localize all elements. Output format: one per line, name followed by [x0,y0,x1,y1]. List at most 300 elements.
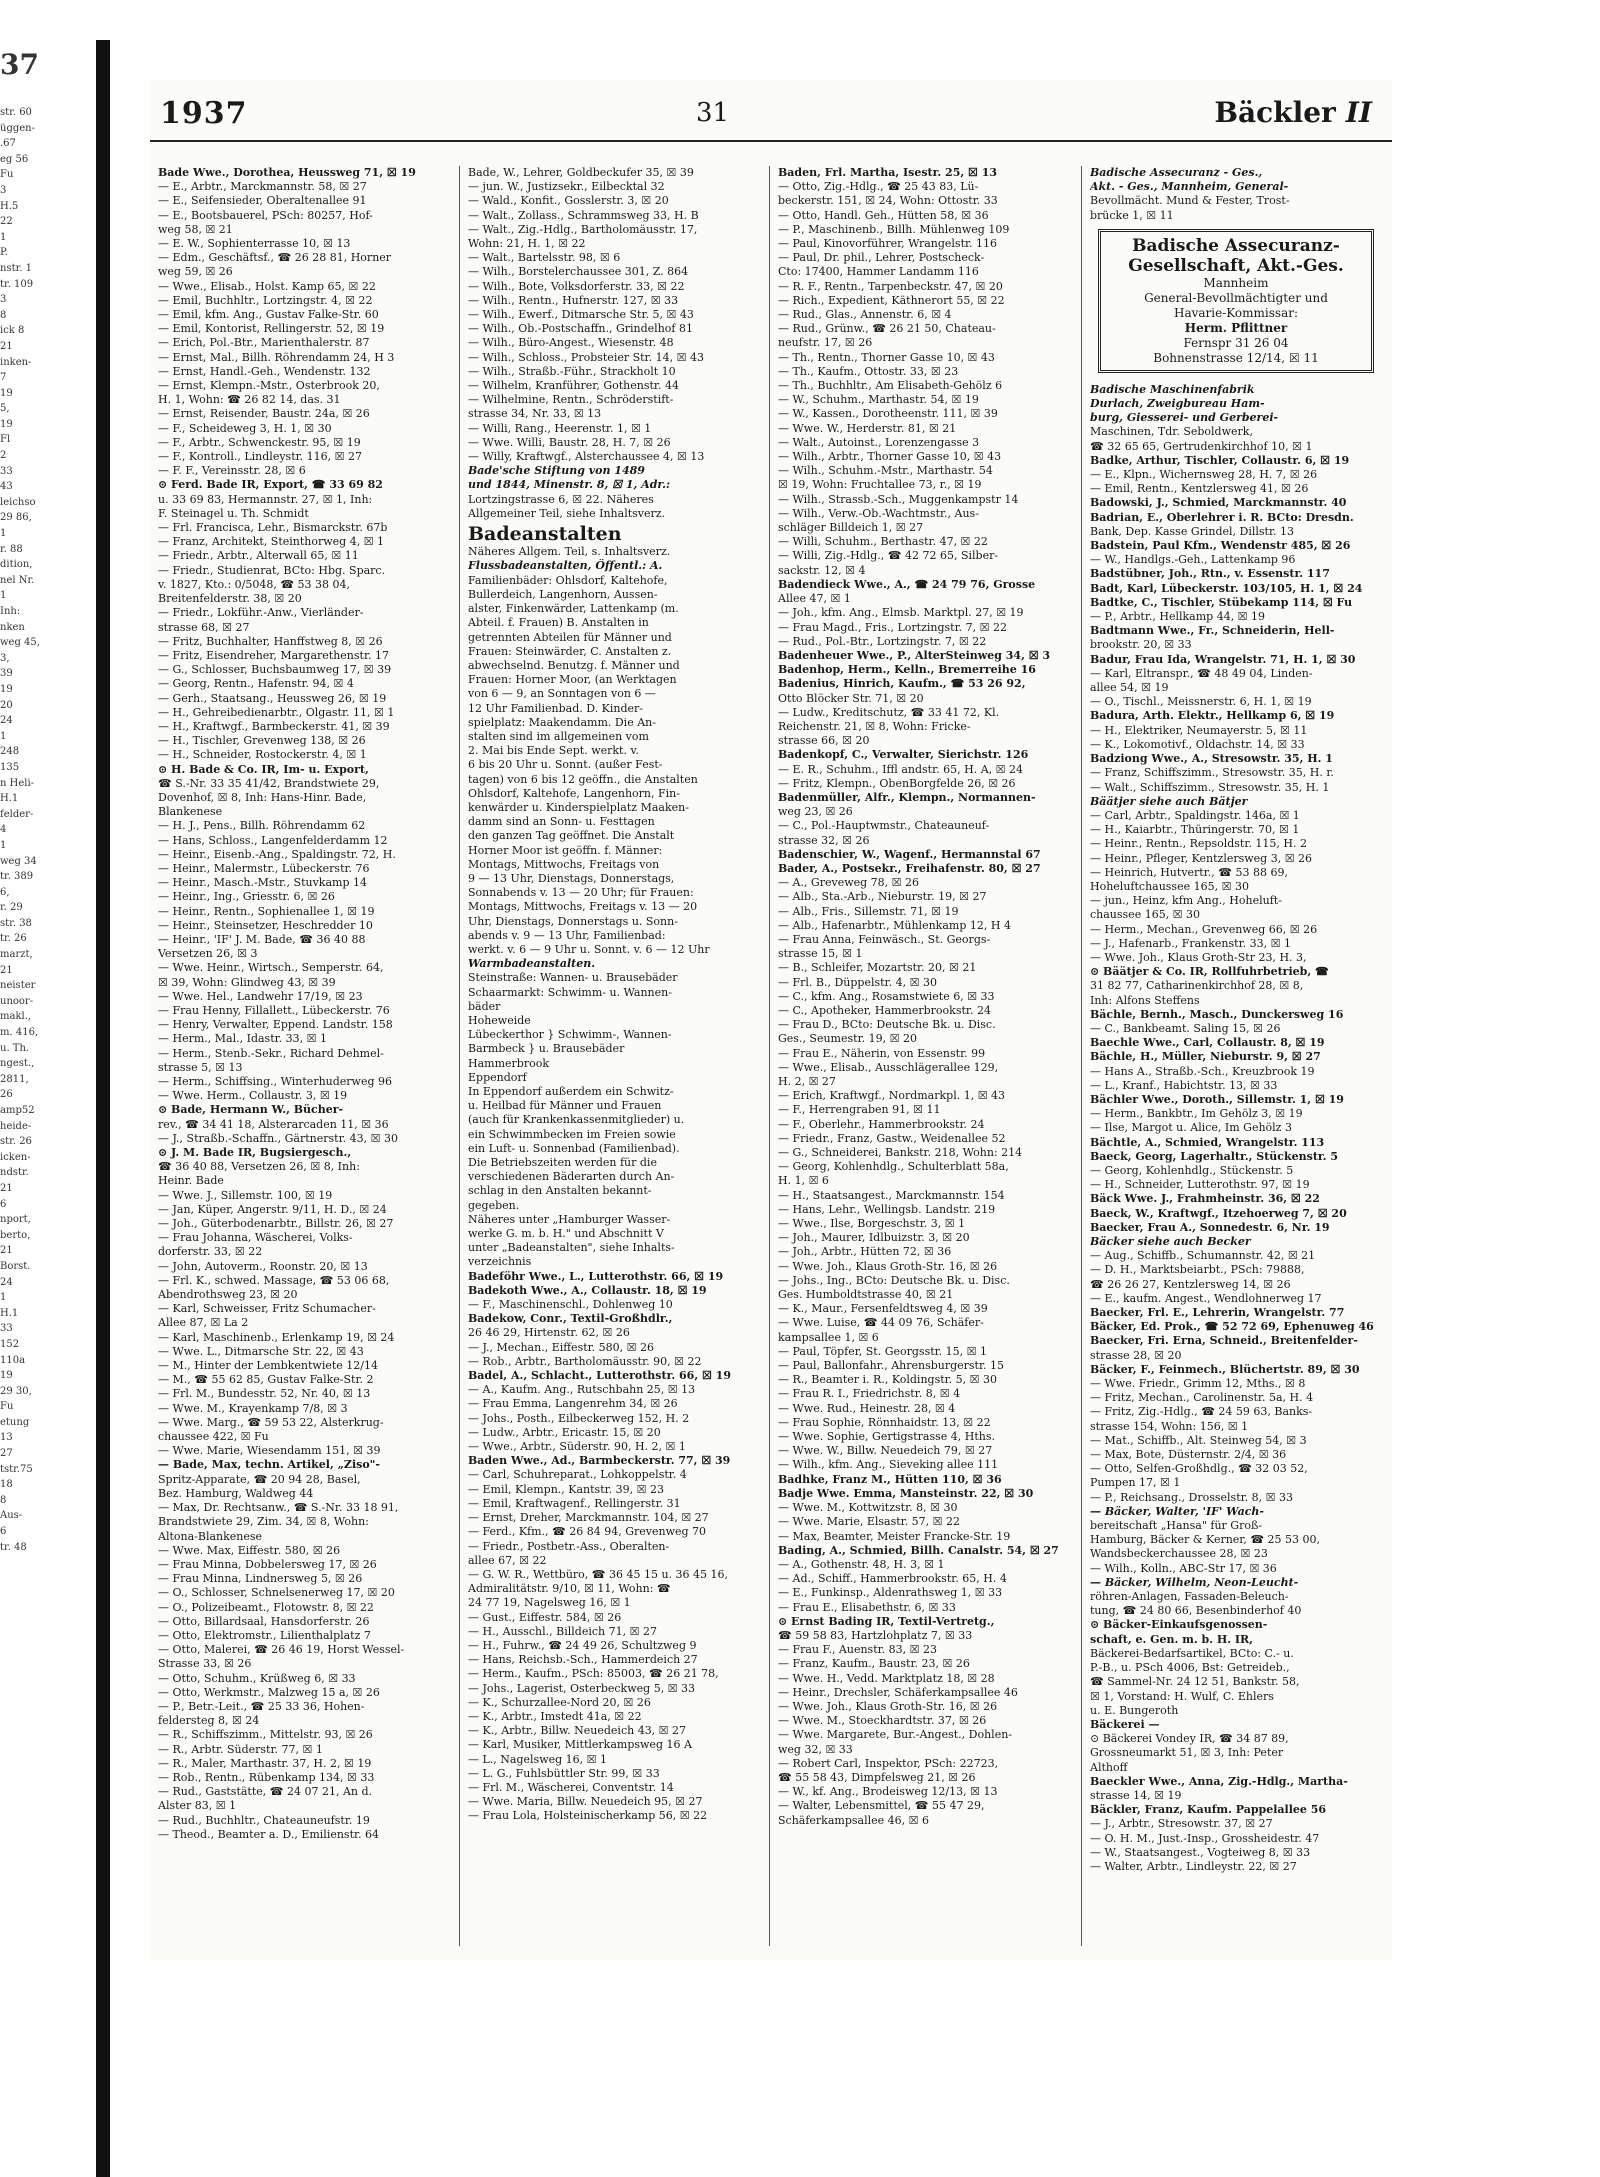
directory-entry: — Wwe. Marie, Elsastr. 57, ☒ 22 [778,1515,961,1529]
directory-entry: — John, Autoverm., Roonstr. 20, ☒ 13 [158,1259,368,1273]
directory-entry: — K., Arbtr., Imstedt 41a, ☒ 22 [468,1709,642,1723]
directory-entry: — L., Nagelsweg 16, ☒ 1 [468,1752,607,1766]
directory-entry: — Wilh., Kolln., ABC-Str 17, ☒ 36 [1090,1561,1277,1575]
previous-page-line: H.1 [0,793,19,805]
previous-page-line: neister [0,980,36,992]
directory-entry: — Ernst, Dreher, Marckmannstr. 104, ☒ 27 [468,1511,709,1525]
directory-entry: P.-B., u. PSch 4006, Bst: Getreideb., [1090,1661,1290,1675]
previous-page-line: 135 [0,761,20,773]
directory-entry: Brandstwiete 29, Zim. 34, ☒ 8, Wohn: [158,1515,369,1529]
directory-entry: — Paul, Dr. phil., Lehrer, Postscheck- [778,251,985,265]
directory-entry: — Friedr., Lokführ.-Anw., Vierländer- [158,606,364,620]
directory-entry: — J., Mechan., Eiffestr. 580, ☒ 26 [468,1340,655,1354]
book-gutter [96,40,110,2177]
directory-entry: neufstr. 17, ☒ 26 [778,336,873,350]
directory-entry: — Wwe. L., Ditmarsche Str. 22, ☒ 43 [158,1344,364,1358]
directory-entry: — Erich, Kraftwgf., Nordmarkpl. 1, ☒ 43 [778,1089,1006,1103]
directory-entry-head: Bäcker, Ed. Prok., ☎ 52 72 69, Ephenuweg 46 [1090,1320,1374,1334]
previous-page-line: ick 8 [0,325,25,337]
directory-entry: — Willi, Zig.-Hdlg., ☎ 42 72 65, Silber- [778,549,999,563]
directory-entry: ☎ Sammel-Nr. 24 12 51, Bankstr. 58, [1090,1675,1300,1689]
previous-page-line: 248 [0,746,20,758]
directory-entry: — Karl, Maschinenb., Erlenkamp 19, ☒ 24 [158,1330,395,1344]
directory-entry: — Georg, Kohlenhdlg., Schulterblatt 58a, [778,1160,1009,1174]
directory-entry-head: Bächler Wwe., Doroth., Sillemstr. 1, ☒ 19 [1090,1092,1344,1106]
directory-entry: (auch für Krankenkassenmitglieder) u. [468,1113,685,1127]
directory-entry-head: ⊙ J. M. Bade IR, Bugsiergesch., [158,1146,352,1160]
directory-entry: — W., Staatsangest., Vogteiweg 8, ☒ 33 [1090,1845,1311,1859]
directory-entry: — Wilh., kfm. Ang., Sieveking allee 111 [778,1458,999,1472]
directory-entry: — Wwe. Margarete, Bur.-Angest., Dohlen- [778,1728,1013,1742]
directory-entry: Bäckerei-Bedarfsartikel, BCto: C.- u. [1090,1646,1294,1660]
directory-entry: weg 23, ☒ 26 [778,805,853,819]
directory-entry: — Ludw., Arbtr., Ericastr. 15, ☒ 20 [468,1425,661,1439]
previous-page-line: unoor- [0,995,34,1007]
directory-entry: — Wilh., Straßb.-Führ., Strackholt 10 [468,364,676,378]
directory-entry: Bevollmächt. Mund & Fester, Trost- [1090,194,1290,208]
directory-entry: — Otto, Malerei, ☎ 26 46 19, Horst Wessel- [158,1643,405,1657]
directory-entry: — Willy, Kraftwgf., Alsterchaussee 4, ☒ 13 [468,450,705,464]
directory-entry: — Herm., Kaufm., PSch: 85003, ☎ 26 21 78, [468,1667,719,1681]
previous-page-line: str. 60 [0,107,32,118]
previous-page-line: 20 [0,699,13,711]
directory-entry: — Wilhelm, Kranführer, Gothenstr. 44 [468,379,679,393]
previous-page-line: 6 [0,1198,7,1210]
directory-entry: — F., Maschinenschl., Dohlenweg 10 [468,1298,673,1312]
directory-entry: — Hans, Schloss., Langenfelderdamm 12 [158,833,388,847]
column-2 [468,166,760,1956]
directory-entry: rev., ☎ 34 41 18, Alsterarcaden 11, ☒ 36 [158,1117,389,1131]
directory-entry: — Frl. M., Wäscherei, Conventstr. 14 [468,1780,674,1794]
directory-entry: — Otto, Zig.-Hdlg., ☎ 25 43 83, Lü- [778,180,979,194]
previous-page-line: .67 [0,138,16,150]
directory-entry: — Gerh., Staatsang., Heussweg 26, ☒ 19 [158,691,387,705]
directory-entry: — E., Seifensieder, Oberaltenallee 91 [158,194,367,208]
directory-entry: — Wilhelmine, Rentn., Schröderstift- [468,393,674,407]
directory-entry: — Wwe., Ilse, Borgeschstr. 3, ☒ 1 [778,1217,966,1231]
previous-page-line: tstr.75 [0,1463,33,1475]
previous-page-line: 2811, [0,1073,29,1085]
directory-entry: strasse 68, ☒ 27 [158,620,250,634]
previous-page-line: ngest., [0,1058,35,1070]
directory-entry: H. 1, Wohn: ☎ 26 82 14, das. 31 [158,393,341,407]
directory-entry: — L. G., Fuhlsbüttler Str. 99, ☒ 33 [468,1766,660,1780]
directory-entry-head: Baecker, Frau A., Sonnedestr. 6, Nr. 19 [1090,1220,1330,1234]
column-4 [1090,166,1382,1956]
directory-entry: — Rud., Grünw., ☎ 26 21 50, Chateau- [778,322,996,336]
directory-entry: — Frl. B., Düppelstr. 4, ☒ 30 [778,975,937,989]
directory-entry: — Carl, Schuhreparat., Lohkoppelstr. 4 [468,1468,687,1482]
directory-entry: — Ad., Schiff., Hammerbrookstr. 65, H. 4 [778,1572,1007,1586]
directory-entry: — Ernst, Klempn.-Mstr., Osterbrook 20, [158,379,380,393]
directory-entry: — K., Schurzallee-Nord 20, ☒ 26 [468,1695,651,1709]
directory-entry: — J., Hafenarb., Frankenstr. 33, ☒ 1 [1090,936,1291,950]
directory-entry-head: Badische Maschinenfabrik [1090,382,1255,396]
previous-page-line: 152 [0,1338,20,1350]
directory-entry: — Wwe. Sophie, Gertigstrasse 4, Hths. [778,1430,995,1444]
directory-entry: u. 33 69 83, Hermannstr. 27, ☒ 1, Inh: [158,492,373,506]
previous-page-line: 33 [0,1323,13,1335]
directory-entry: — Frau Magd., Fris., Lortzingstr. 7, ☒ 22 [778,620,1007,634]
directory-entry: brookstr. 20, ☒ 33 [1090,638,1192,652]
directory-entry: — Wilh., Schuhm.-Mstr., Marthastr. 54 [778,464,993,478]
previous-page-line: 1 [0,839,7,851]
previous-page-line: 19 [0,387,13,399]
directory-entry-head: — Bade, Max, techn. Artikel, „Ziso"- [158,1458,380,1472]
directory-entry-head: Badstübner, Joh., Rtn., v. Essenstr. 117 [1090,567,1330,581]
directory-entry: — Wwe. W., Herderstr. 81, ☒ 21 [778,421,957,435]
previous-page-line: 19 [0,683,13,695]
directory-entry: Versetzen 26, ☒ 3 [158,947,258,961]
previous-page-line: 1 [0,528,7,540]
previous-page-line: marzt, [0,949,33,961]
directory-entry: Montags, Mittwochs, Freitags von [468,857,660,871]
directory-entry-head: ⊙ Bade, Hermann W., Bücher- [158,1103,344,1117]
directory-entry-head: Badke, Arthur, Tischler, Collaustr. 6, ☒ 19 [1090,453,1350,467]
directory-entry: — K., Maur., Fersenfeldtsweg 4, ☒ 39 [778,1302,988,1316]
directory-entry: Wandsbeckerchaussee 28, ☒ 23 [1090,1547,1268,1561]
directory-entry: Maschinen, Tdr. Seboldwerk, [1090,425,1253,439]
directory-entry: — Wwe. Joh., Klaus Groth-Str. 16, ☒ 26 [778,1259,998,1273]
directory-entry: Inh: Alfons Steffens [1090,993,1200,1007]
previous-page-line: Fl [0,434,11,446]
advertisement-box [1098,229,1374,373]
directory-entry-head: Badekoth Wwe., A., Collaustr. 18, ☒ 19 [468,1283,707,1297]
directory-entry: — Fritz, Buchhalter, Hanffstweg 8, ☒ 26 [158,634,383,648]
directory-entry: bäder [468,999,501,1013]
previous-page-line: nport, [0,1214,31,1226]
directory-entry: Schaarmarkt: Schwimm- u. Wannen- [468,985,672,999]
directory-entry-head: Badenmüller, Alfr., Klempn., Normannen- [778,790,1036,804]
directory-entry: — Heinr., Rentn., Sophienallee 1, ☒ 19 [158,904,375,918]
directory-entry: Hoheluftchaussee 165, ☒ 30 [1090,879,1249,893]
directory-entry: — Walt., Zig.-Hdlg., Bartholomäusstr. 17, [468,222,698,236]
directory-entry: — Walt., Zollass., Schrammsweg 33, H. B [468,208,699,222]
directory-entry: ein Schwimmbecken im Freien sowie [468,1127,676,1141]
directory-entry: — Rob., Rentn., Rübenkamp 134, ☒ 33 [158,1770,375,1784]
directory-entry: strasse 15, ☒ 1 [778,947,863,961]
directory-entry: — Frau D., BCto: Deutsche Bk. u. Disc. [778,1018,996,1032]
directory-entry: — Heinr., Pfleger, Kentzlersweg 3, ☒ 26 [1090,851,1313,865]
directory-entry: — Ernst, Mal., Billh. Röhrendamm 24, H 3 [158,350,395,364]
previous-page-line: 19 [0,418,13,430]
previous-page-line: 19 [0,1370,13,1382]
directory-entry: — Franz, Architekt, Steinthorweg 4, ☒ 1 [158,535,385,549]
directory-entry: Schäferkampsallee 46, ☒ 6 [778,1813,929,1827]
previous-page-line: H.5 [0,200,19,212]
previous-page-line: 18 [0,1479,13,1491]
previous-page-line: 29 86, [0,512,32,524]
header-year: 1937 [160,96,248,131]
previous-page-line: weg 34 [0,855,37,867]
previous-page-line: H.1 [0,1307,19,1319]
directory-entry: Cto: 17400, Hammer Landamm 116 [778,265,979,279]
directory-entry: H. 2, ☒ 27 [778,1075,836,1088]
directory-entry: — G. W. R., Wettbüro, ☎ 36 45 15 u. 36 45 16, [468,1567,729,1581]
previous-page-line: r. 88 [0,543,23,555]
directory-entry: — Heinr., Steinsetzer, Heschredder 10 [158,918,373,932]
directory-entry: — Emil, Klempn., Kantstr. 39, ☒ 23 [468,1482,665,1496]
column-3 [778,166,1070,1956]
directory-entry: — Carl, Arbtr., Spaldingstr. 146a, ☒ 1 [1090,808,1300,822]
directory-entry: strasse 34, Nr. 33, ☒ 13 [468,407,602,421]
directory-entry: — Wwe. Rud., Heinestr. 28, ☒ 4 [778,1401,956,1415]
directory-entry: Hamburg, Bäcker & Kerner, ☎ 25 53 00, [1090,1533,1321,1547]
directory-entry-head: burg, Giesserei- und Gerberei- [1090,411,1279,425]
directory-entry: — M., ☎ 55 62 85, Gustav Falke-Str. 2 [158,1373,374,1387]
directory-entry: tagen) von 6 bis 12 geöffn., die Anstalten [468,772,698,786]
previous-page-line: str. 26 [0,1136,32,1148]
directory-entry: — Frau Sophie, Rönnhaidstr. 13, ☒ 22 [778,1415,991,1429]
directory-entry: Wohn: 21, H. 1, ☒ 22 [468,237,586,251]
directory-entry: — P., Arbtr., Hellkamp 44, ☒ 19 [1090,610,1266,624]
directory-entry: — Fritz, Klempn., ObenBorgfelde 26, ☒ 26 [778,776,1016,790]
directory-entry: — Herm., Schiffsing., Winterhuderweg 96 [158,1075,393,1088]
directory-entry: — Otto, Schuhm., Krüßweg 6, ☒ 33 [158,1671,356,1685]
directory-entry: — H., Schneider, Rostockerstr. 4, ☒ 1 [158,748,367,762]
directory-entry: — Ferd., Kfm., ☎ 26 84 94, Grevenweg 70 [468,1525,707,1539]
previous-page-line: 24 [0,1276,13,1288]
directory-entry: Eppendorf [468,1070,527,1084]
directory-entry: — Heinr., Masch.-Mstr., Stuvkamp 14 [158,876,367,890]
directory-entry: Uhr, Dienstags, Donnerstags u. Sonn- [468,914,678,928]
directory-entry: — K., Lokomotivf., Oldachstr. 14, ☒ 33 [1090,737,1305,751]
directory-entry: Allee 87, ☒ La 2 [158,1316,249,1330]
section-heading: Badeanstalten [468,523,622,546]
directory-entry: — Erich, Pol.-Btr., Marienthalerstr. 87 [158,336,370,350]
directory-entry: Frauen: Horner Moor, (an Werktagen [468,673,677,687]
directory-entry: — Wilh., Schloss., Probsteier Str. 14, ☒ 43 [468,350,704,364]
directory-entry-head: Bächle, Bernh., Masch., Dunckersweg 16 [1090,1007,1344,1021]
directory-entry: — Rob., Arbtr., Bartholomäusstr. 90, ☒ 22 [468,1354,702,1368]
directory-entry-head: Badische Assecuranz - Ges., [1090,166,1263,179]
page-header [150,80,1392,142]
directory-entry: — Wwe. Joh., Klaus Groth-Str. 16, ☒ 26 [778,1699,998,1713]
directory-entry-head: ⊙ Ferd. Bade IR, Export, ☎ 33 69 82 [158,478,383,492]
directory-entry-head: Badstein, Paul Kfm., Wendenstr 485, ☒ 26 [1090,539,1351,553]
directory-entry: strasse 32, ☒ 26 [778,833,870,847]
directory-entry-head: Badenhop, Herm., Kelln., Bremerreihe 16 [778,663,1036,677]
directory-entry: — H., Kraftwgf., Barmbeckerstr. 41, ☒ 39 [158,719,390,733]
directory-entry: — F. F., Vereinsstr. 28, ☒ 6 [158,464,306,478]
directory-entry: — Otto, Selfen-Großhdlg., ☎ 32 03 52, [1090,1462,1308,1476]
previous-page-line: nken [0,621,25,633]
directory-entry: Bade, W., Lehrer, Goldbeckufer 35, ☒ 39 [468,166,694,179]
directory-entry-head: Badziong Wwe., A., Stresowstr. 35, H. 1 [1090,752,1333,766]
directory-entry: — jun., Heinz, kfm Ang., Hoheluft- [1090,894,1282,908]
directory-entry-head: — Bäcker, Wilhelm, Neon-Leucht- [1090,1575,1299,1589]
previous-page-line: nel Nr. [0,574,35,586]
previous-page-line: eg 56 [0,153,29,165]
directory-entry: — Wwe. Maria, Billw. Neuedeich 95, ☒ 27 [468,1795,703,1809]
directory-entry: — F., Oberlehr., Hammerbrookstr. 24 [778,1117,985,1131]
previous-page-line: 29 30, [0,1385,32,1397]
directory-entry: — Emil, kfm. Ang., Gustav Falke-Str. 60 [158,308,379,322]
directory-entry: — W., Schuhm., Marthastr. 54, ☒ 19 [778,393,979,407]
previous-page-line: 3 [0,294,7,306]
directory-entry: — A., Gothenstr. 48, H. 3, ☒ 1 [778,1557,945,1571]
directory-entry-head: Badenius, Hinrich, Kaufm., ☎ 53 26 92, [778,677,1026,691]
directory-entry: — Karl, Schweisser, Fritz Schumacher- [158,1302,376,1316]
directory-entry: — H., Elektriker, Neumayerstr. 5, ☒ 11 [1090,723,1308,737]
directory-entry: — Frau Emma, Langenrehm 34, ☒ 26 [468,1397,678,1411]
directory-entry: — Wilh., Arbtr., Thorner Gasse 10, ☒ 43 [778,450,1002,464]
directory-entry: — P., Betr.-Leit., ☎ 25 33 36, Hohen- [158,1699,365,1713]
directory-entry: — Th., Rentn., Thorner Gasse 10, ☒ 43 [778,350,995,364]
directory-entry: — E., Arbtr., Marckmannstr. 58, ☒ 27 [158,180,367,194]
directory-entry: — Frl. Francisca, Lehr., Bismarckstr. 67b [158,521,388,535]
directory-entry: — Friedr., Arbtr., Alterwall 65, ☒ 11 [158,549,359,563]
directory-entry: Dovenhof, ☒ 8, Inh: Hans-Hinr. Bade, [158,790,367,804]
directory-entry: ☎ 26 26 27, Kentzlersweg 14, ☒ 26 [1090,1277,1291,1291]
directory-entry: — Otto, Billardsaal, Hansdorferstr. 26 [158,1614,370,1628]
directory-entry-head: Badendieck Wwe., A., ☎ 24 79 76, Grosse [778,577,1036,591]
directory-entry: — E. R., Schuhm., Iffl andstr. 65, H. A, ☒ 24 [778,762,1023,776]
directory-entry: Spritz-Apparate, ☎ 20 94 28, Basel, [158,1472,361,1486]
directory-entry: — Wwe. J., Sillemstr. 100, ☒ 19 [158,1188,333,1202]
directory-entry: Steinstraße: Wannen- u. Brausebäder [468,971,678,985]
directory-entry-head: ⊙ Ernst Bading IR, Textil-Vertretg., [778,1614,995,1628]
directory-entry: den ganzen Tag geöffnet. Die Anstalt [468,829,675,843]
directory-entry-head: Badur, Frau Ida, Wrangelstr. 71, H. 1, ☒ 30 [1090,652,1356,666]
previous-page-line: heide- [0,1120,32,1132]
directory-entry: — H., Staatsangest., Marckmannstr. 154 [778,1188,1005,1202]
previous-page-line: n Heli- [0,777,35,789]
directory-entry: dorferstr. 33, ☒ 22 [158,1245,263,1259]
previous-page-line: dition, [0,559,33,571]
directory-entry: — C., Bankbeamt. Saling 15, ☒ 26 [1090,1021,1281,1035]
directory-entry: Altona-Blankenese [158,1529,263,1543]
directory-entry: ☒ 39, Wohn: Glindweg 43, ☒ 39 [158,975,336,989]
directory-entry: Abendrothsweg 23, ☒ 20 [158,1288,298,1302]
directory-entry: — G., Schlosser, Buchsbaumweg 17, ☒ 39 [158,663,392,677]
directory-entry: — Ilse, Margot u. Alice, Im Gehölz 3 [1090,1121,1292,1135]
directory-entry: — Frl. K., schwed. Massage, ☎ 53 06 68, [158,1273,390,1287]
directory-entry: Allee 47, ☒ 1 [778,592,851,606]
directory-entry: ☎ 36 40 88, Versetzen 26, ☒ 8, Inh: [158,1160,360,1174]
ad-line-2: Gesellschaft, Akt.-Ges. [1128,255,1344,276]
directory-entry-head: schaft, e. Gen. m. b. H. IR, [1090,1632,1254,1646]
previous-page-line: makl., [0,1011,32,1023]
directory-entry-head: Durlach, Zweigbureau Ham- [1090,397,1265,411]
directory-entry: — Heinrich, Hutvertr., ☎ 53 88 69, [1090,865,1288,879]
previous-page-line: Aus- [0,1510,23,1522]
directory-entry: — Friedr., Studienrat, BCto: Hbg. Sparc. [158,563,386,577]
directory-entry: — C., kfm. Ang., Rosamstwiete 6, ☒ 33 [778,989,995,1003]
directory-entry: schlag in den Anstalten bekannt- [468,1184,652,1198]
directory-entry-head: Bader, A., Postsekr., Freihafenstr. 80, ☒ 27 [778,861,1041,875]
directory-entry: — Rud., Gaststätte, ☎ 24 07 21, An d. [158,1785,373,1799]
directory-entry: — Johs., Posth., Eilbeckerweg 152, H. 2 [468,1411,690,1425]
running-head-letter: II [1345,96,1372,129]
directory-entry: — Heinr., Ing., Griesstr. 6, ☒ 26 [158,890,335,904]
directory-entry: — H., Fuhrw., ☎ 24 49 26, Schultzweg 9 [468,1638,697,1652]
directory-entry: — Wwe. Hel., Landwehr 17/19, ☒ 23 [158,989,363,1003]
directory-entry: — Herm., Bankbtr., Im Gehölz 3, ☒ 19 [1090,1107,1303,1121]
directory-entry: Bullerdeich, Langenhorn, Aussen- [468,587,658,601]
directory-page [150,80,1392,1960]
directory-entry: — Franz, Kaufm., Baustr. 23, ☒ 26 [778,1657,970,1671]
directory-entry: — Willi, Schuhm., Berthastr. 47, ☒ 22 [778,535,988,549]
previous-page-line: 39 [0,668,13,680]
ad-line-5: Havarie-Kommissar: [1174,305,1298,320]
directory-entry-head: Badje Wwe. Emma, Mansteinstr. 22, ☒ 30 [778,1486,1034,1500]
directory-entry: — Wwe. Friedr., Grimm 12, Mths., ☒ 8 [1090,1377,1306,1391]
directory-entry: Ges., Seumestr. 19, ☒ 20 [778,1032,917,1046]
directory-entry: — Wwe. W., Billw. Neuedeich 79, ☒ 27 [778,1444,993,1458]
previous-page-line: 7 [0,372,7,384]
directory-entry-head: Bäcker siehe auch Becker [1090,1235,1251,1248]
directory-entry: 12 Uhr Familienbad. D. Kinder- [468,701,644,715]
directory-entry-head: Badekow, Conr., Textil-Großhdlr., [468,1312,673,1326]
previous-page-line: 2 [0,450,7,462]
directory-entry: — Ernst, Handl.-Geh., Wendenstr. 132 [158,364,371,378]
directory-entry: — Karl, Musiker, Mittlerkampsweg 16 A [468,1738,692,1752]
directory-entry: Abteil. f. Frauen) B. Anstalten in [468,616,649,630]
directory-entry: — Wwe. Marg., ☎ 59 53 22, Alsterkrug- [158,1415,384,1429]
directory-entry: — Johs., Ing., BCto: Deutsche Bk. u. Disc. [778,1273,1010,1287]
directory-entry: Grossneumarkt 51, ☒ 3, Inh: Peter [1090,1746,1284,1760]
directory-entry: — O., Tischl., Meissnerstr. 6, H. 1, ☒ 19 [1090,695,1312,709]
directory-entry: 9 — 13 Uhr, Dienstags, Donnerstags, [468,871,675,885]
directory-entry: sackstr. 12, ☒ 4 [778,563,866,577]
directory-entry-head: Baden, Frl. Martha, Isestr. 25, ☒ 13 [778,166,998,179]
directory-entry: verzeichnis [468,1255,532,1269]
previous-page-line: 110a [0,1354,26,1366]
directory-entry: — Rich., Expedient, Käthnerort 55, ☒ 22 [778,293,1005,307]
directory-entry-head: Badeföhr Wwe., L., Lutterothstr. 66, ☒ 19 [468,1269,724,1283]
directory-entry: — Wilh., Verw.-Ob.-Wachtmstr., Aus- [778,506,979,520]
directory-entry: — Frau R. I., Friedrichstr. 8, ☒ 4 [778,1387,961,1401]
directory-entry: damm sind an Sonn- u. Festtagen [468,815,655,829]
directory-entry: — Fritz, Zig.-Hdlg., ☎ 24 59 63, Banks- [1090,1405,1313,1419]
directory-entry: Ohlsdorf, Kaltehofe, Langenhorn, Fin- [468,786,680,800]
directory-entry: v. 1827, Kto.: 0/5048, ☎ 53 38 04, [158,577,351,591]
directory-entry: — Ludw., Kreditschutz, ☎ 33 41 72, Kl. [778,705,1000,719]
directory-entry: — Otto, Elektromstr., Lilienthalplatz 7 [158,1628,371,1642]
previous-page-line: 21 [0,1182,13,1194]
directory-entry: Heinr. Bade [158,1174,224,1188]
directory-entry: — Edm., Geschäftsf., ☎ 26 28 81, Horner [158,251,392,265]
directory-entry-head: ⊙ Bäätjer & Co. IR, Rollfuhrbetrieb, ☎ [1090,965,1329,979]
directory-entry: 26 46 29, Hirtenstr. 62, ☒ 26 [468,1326,630,1340]
previous-page-line: 5, [0,403,10,415]
directory-entry-head: ⊙ Bäcker-Einkaufsgenossen- [1090,1618,1268,1632]
directory-entry: werke G. m. b. H." und Abschnitt V [468,1227,664,1241]
directory-entry-head: Bade'sche Stiftung von 1489 [468,464,645,478]
directory-entry: — Aug., Schiffb., Schumannstr. 42, ☒ 21 [1090,1249,1316,1263]
directory-entry: Barmbeck } u. Brausebäder [468,1042,625,1056]
directory-entry-head: Bächtle, A., Schmied, Wrangelstr. 113 [1090,1135,1325,1149]
directory-entry: 31 82 77, Catharinenkirchhof 28, ☒ 8, [1090,979,1304,993]
directory-entry: — Wwe. Joh., Klaus Groth-Str 23, H. 3, [1090,950,1307,964]
directory-entry-head: und 1844, Minenstr. 8, ☒ 1, Adr.: [468,478,671,492]
directory-entry: — F., Scheideweg 3, H. 1, ☒ 30 [158,421,332,435]
directory-entry: spielplatz: Maakendamm. Die An- [468,715,656,729]
directory-entry: — Frau Minna, Dobbelersweg 17, ☒ 26 [158,1557,377,1571]
directory-entry: — F., Kontroll., Lindleystr. 116, ☒ 27 [158,450,363,464]
directory-entry: — Wwe. H., Vedd. Marktplatz 18, ☒ 28 [778,1671,995,1685]
directory-entry: Die Betriebszeiten werden für die [468,1156,657,1170]
previous-page-header: 37 [0,48,39,81]
directory-entry: — O. H. M., Just.-Insp., Grossheidestr. 47 [1090,1831,1320,1845]
directory-entry: — Heinr., Eisenb.-Ang., Spaldingstr. 72, H. [158,847,396,861]
directory-entry: — Friedr., Postbetr.-Ass., Oberalten- [468,1539,670,1553]
directory-entry: — Ernst, Reisender, Baustr. 24a, ☒ 26 [158,407,370,421]
directory-entry: Näheres unter „Hamburger Wasser- [468,1212,671,1226]
previous-page-line: 6, [0,886,10,898]
directory-entry: — E., Funkinsp., Aldenrathsweg 1, ☒ 33 [778,1586,1003,1600]
